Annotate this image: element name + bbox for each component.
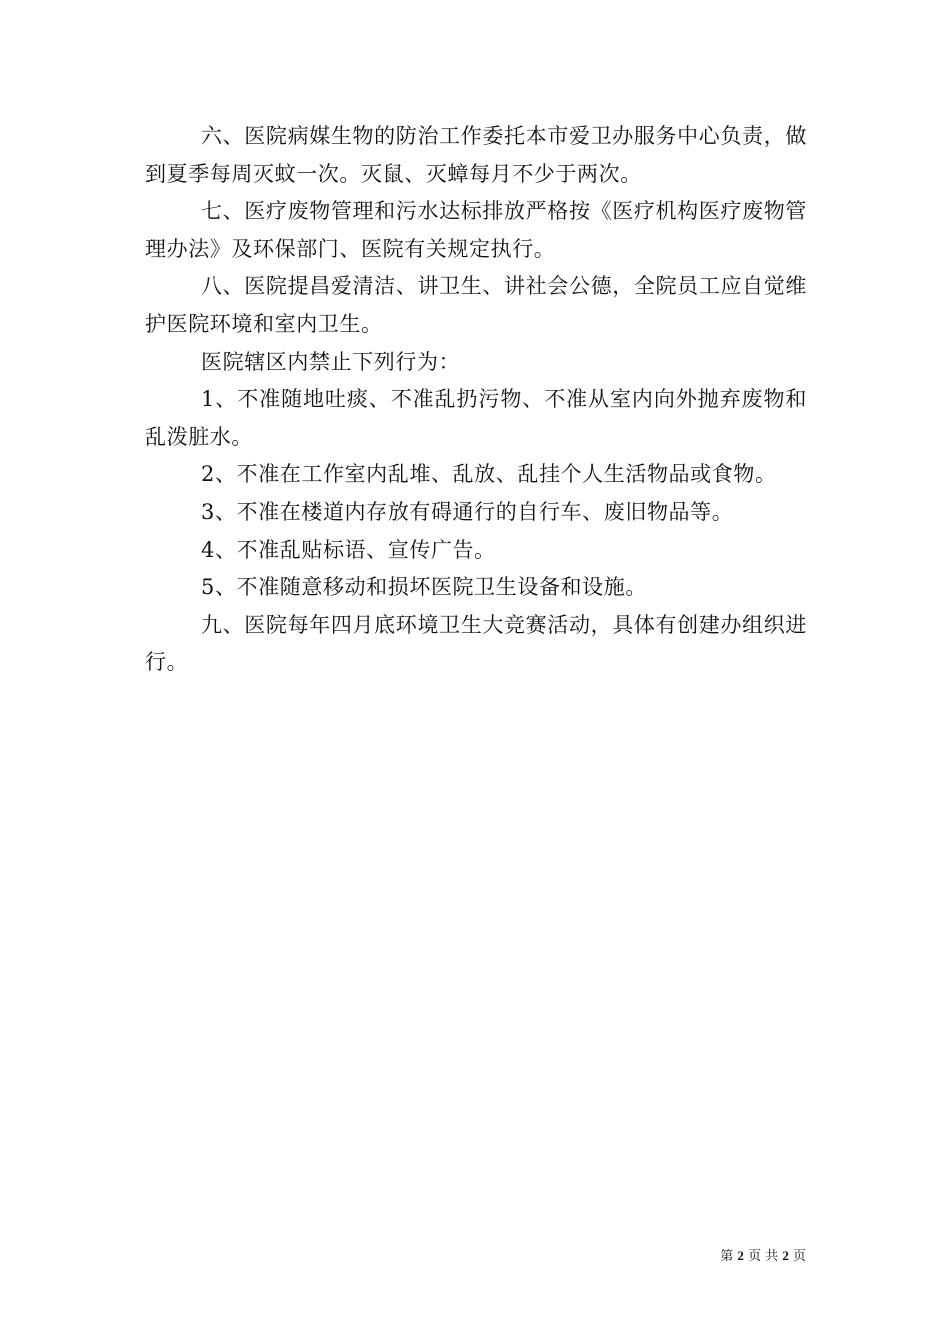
rule-item-2: 2、不准在工作室内乱堆、乱放、乱挂个人生活物品或食物。	[201, 462, 777, 487]
footer-prefix: 第	[720, 1249, 734, 1264]
rule-item-5: 5、不准随意移动和损坏医院卫生设备和设施。	[201, 575, 647, 600]
paragraph-item-7: 七、医疗废物管理和污水达标排放严格按《医疗机构医疗废物管理办法》及环保部门、医院有关规定执行。	[145, 199, 807, 261]
paragraph-item-9: 九、医院每年四月底环境卫生大竞赛活动，具体有创建办组织进行。	[145, 612, 807, 675]
footer-total-pages: 2	[782, 1248, 789, 1263]
rule-item-4: 4、不准乱贴标语、宣传广告。	[201, 537, 496, 562]
footer-middle: 页 共	[748, 1249, 779, 1264]
page-footer	[720, 1247, 806, 1266]
footer-suffix: 页	[792, 1249, 806, 1264]
rule-item-1: 1、不准随地吐痰、不准乱扔污物、不准从室内向外抛弃废物和乱泼脏水。	[145, 387, 807, 449]
footer-current-page: 2	[737, 1248, 744, 1263]
prohibited-behaviors-heading: 医院辖区内禁止下列行为：	[201, 349, 461, 374]
rule-item-3: 3、不准在楼道内存放有碍通行的自行车、废旧物品等。	[201, 499, 734, 524]
paragraph-item-6: 六、医院病媒生物的防治工作委托本市爱卫办服务中心负责，做到夏季每周灭蚊一次。灭鼠、灭蟑每月不少于两次。	[145, 124, 807, 186]
paragraph-item-8: 八、医院提昌爱清洁、讲卫生、讲社会公德，全院员工应自觉维护医院环境和室内卫生。	[145, 274, 807, 336]
document-body	[145, 118, 807, 682]
